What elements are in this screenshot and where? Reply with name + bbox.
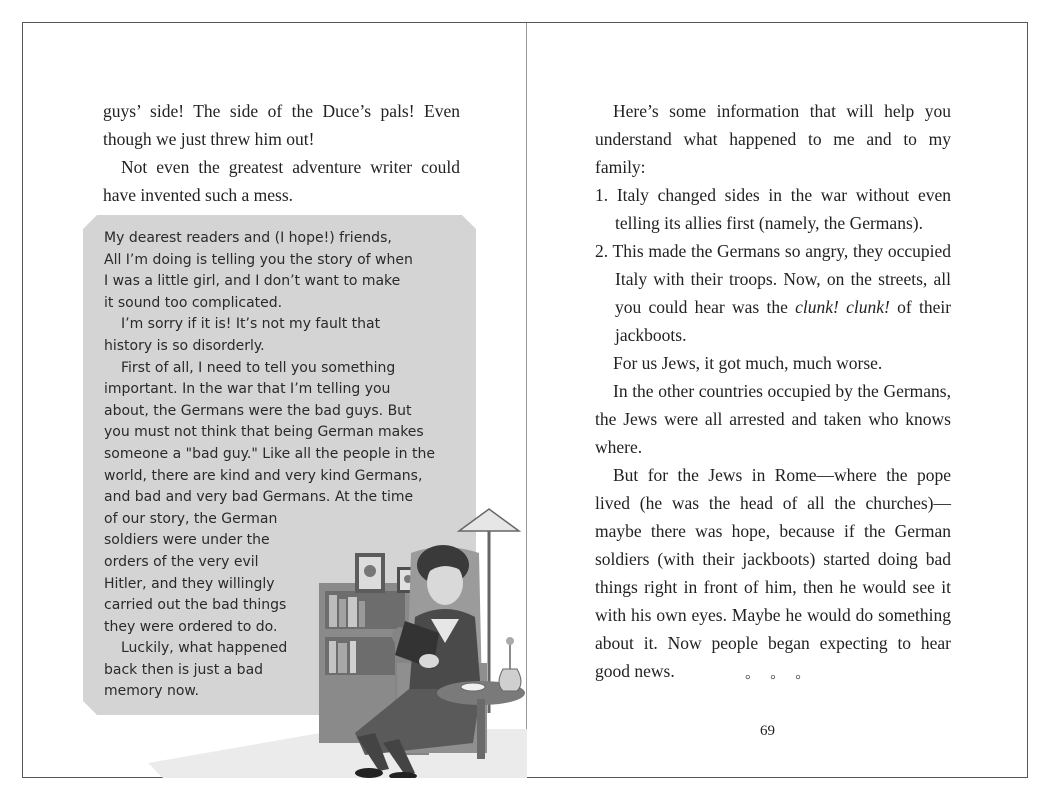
note-line: orders of the very evil [104,553,259,570]
sound-effect: clunk! clunk! [795,297,890,317]
section-separator: ° ° ° [745,673,809,688]
reading-woman-illustration [143,493,527,778]
note-line: First of all, I need to tell you something [121,359,396,376]
note-line: My dearest readers and (I hope!) friends, [104,230,392,246]
info-list-item-1: 1. Italy changed sides in the war without even telling its allies first (namely, the Germans). [595,185,951,233]
list-item-2-end: of their jackboots. [615,297,952,345]
note-line: carried out the bad things [104,597,287,614]
left-paragraph-2: Not even the greatest adventure writer could have invented such a mess. [103,157,460,205]
left-paragraph-1: guys’ side! The side of the Duce’s pals! Even though we just threw him out! [103,101,460,149]
note-line: memory now. [104,683,199,700]
note-line: Luckily, what happened [121,640,288,657]
note-line: All I’m doing is telling you the story of when [104,251,413,268]
right-paragraph-2: In the other countries occupied by the Germans, the Jews were all arrested and taken who knows where. [595,381,951,457]
note-line: about, the Germans were the bad guys. But [104,402,412,419]
note-line: someone a "bad guy." Like all the people in the [104,445,435,462]
note-line: history is so disorderly. [104,337,265,354]
note-line: it sound too complicated. [104,294,283,311]
book-spread [22,22,1028,778]
left-page-text [103,97,460,209]
note-line: important. In the war that I’m telling you [104,381,391,398]
note-line: soldiers were under the [104,532,270,549]
note-line: I’m sorry if it is! It’s not my fault that [121,316,381,333]
list-item-2-text: 2. This made the Germans so angry, they occupied Italy with their troops. Now, on the streets, all you could hear was the [595,241,951,317]
note-line: I was a little girl, and I don’t want to make [104,273,401,290]
right-page-text [595,97,951,685]
note-line: Hitler, and they willingly [104,575,275,592]
right-paragraph-1: For us Jews, it got much, much worse. [613,353,883,373]
right-intro: Here’s some information that will help you understand what happened to me and to my family: [595,101,951,177]
note-line: they were ordered to do. [104,618,278,635]
right-paragraph-3: But for the Jews in Rome—where the pope lived (he was the head of all the churches)—maybe there was hope, because if the German soldiers (with their jackboots) started doing bad things right in front of him, then he would see it with his own eyes. Maybe he would do something about it. Now people began expecting to hear good news. [595,465,951,681]
info-list-item-2 [595,237,951,349]
note-line: of our story, the German [104,510,278,527]
page-number: 69 [760,723,775,739]
note-line: back then is just a bad [104,661,264,678]
note-line: you must not think that being German makes [104,424,424,441]
note-line: world, there are kind and very kind Germans, [104,467,423,484]
note-line: and bad and very bad Germans. At the time [104,489,414,506]
